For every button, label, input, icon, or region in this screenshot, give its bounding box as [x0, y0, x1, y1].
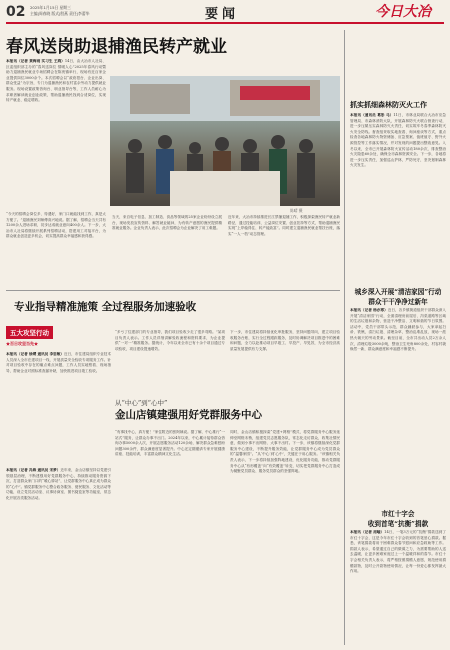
campaign-tag-subtitle: ★百日攻坚当先★: [6, 341, 38, 346]
story3-headline: 金山店镇建强用好党群服务中心: [115, 409, 262, 421]
right-story3-headline: 市红十字会 收到首笔“抗衡”捐款: [367, 510, 429, 528]
story1-byline: 本报讯（记者 黄梅雨 实习生 王鸿）: [6, 59, 65, 63]
date-line: 2025年1月15日 星期三: [30, 5, 71, 10]
story1-col4: 近年来，大冶市持续推进长江禁捕退捕工作，积极探索渔民转产就业新路径，通过技能培训、公益岗位安置、创业扶持等方式，帮助退捕渔民实现“上岸稳得住、转产能致富”。同时建立退捕渔民就业帮扶台账，落实“一人一档”动态管理。: [228, 215, 340, 236]
story2-headline: 专业指导精准施策 全过程服务加速验收: [14, 301, 197, 313]
story1-headline: 春风送岗助退捕渔民转产就业: [6, 37, 227, 57]
section-title: 要闻: [205, 7, 240, 22]
story2-col1: 本报讯（记者 徐璞 通讯员 李思敏）近日，市住建局组织专业技术人员深入全市在建项目一线，开展质量安全验收专项服务工作。针对项目验收中存在的痛点难点问题，工作人员实地察看、现场指导，帮助企业对照标准查漏补缺，加快推进项目竣工验收。: [6, 352, 111, 373]
story2-col2: “多亏了住建部门的专业指导，我们项目验收少走了很多弯路。”某项目负责人表示。工作人员详细讲解验收流程和资料要求，为企业提供“一对一”精准服务。据统计，今年以来全市已有十余个项目通过专项验收，项目建设提速增效。: [115, 330, 225, 351]
story3-kicker: 从“中心”到“心中”: [115, 399, 168, 407]
newspaper-logo: 今日大冶: [375, 4, 431, 20]
news-photo: [110, 76, 340, 206]
story2-byline: 本报讯（记者 徐璞 通讯员 李思敏）: [6, 352, 65, 356]
story3-col2: “有事找中心，真方便！”家住附近的张阿姨说。据了解，中心推行“一站式”服务，让群众办事不出门。2024年以来，中心累计接待群众咨询办事5000余人次，开展志愿服务活动120余场，解决群众急难愁盼问题300余件，群众满意度显著提升。中心还定期邀请专家开展健康讲座、技能培训，丰富群众精神文化生活。: [115, 430, 225, 457]
story2-col3: 下一步，市住建局将持续优化审批服务，坚持问题导向，建立项目验收服务台账，实行全过程跟踪服务，及时协调解决项目推进中的困难和问题，全力以赴推动项目早竣工、早投产、早见效，为全市经济高质量发展提供有力支撑。: [230, 330, 340, 351]
column-divider: [344, 30, 345, 645]
photo-caption: 陈晴 摄: [290, 208, 303, 213]
story3-byline: 本报讯（记者 冯姝 通讯员 宋梦）: [6, 468, 61, 472]
story3-col1: 本报讯（记者 冯姝 通讯员 宋梦）近年来，金山店镇坚持以党建引领基层治理，不断建强用好党群服务中心，持续推动服务资源下沉，打造群众家门口的“暖心驿站”，让党群服务中心真正成为群众的“心中”。镇党群服务中心整合政务服务、便民服务、文化活动等功能，设立党员活动室、议事协商室、图书阅览室等功能室，常态化开展各类服务活动。: [6, 468, 111, 500]
masthead-rule: [6, 22, 444, 24]
editor-line: 主编|周春晓 版式|殷燕 责任|李蕾华: [30, 11, 90, 16]
right-story3-body: 本报讯（记者 周喻）14日，一笔3万元的“抗衡”捐款送到了市红十字会，这是今年市红十字会收到的首笔爱心捐款。据悉，该笔捐款将用于困难群众春节慰问和应急救助等工作。捐款人表示，希望通过自己的微薄之力，为需要帮助的人送去温暖，让更多困难家庭过上一个温暖祥和的春节。市红十字会相关负责人表示，将严格按照捐赠人意愿，规范使用捐赠款物，及时公开款物使用情况，让每一份爱心都发挥最大作用。: [350, 530, 446, 574]
story2-top-rule: [6, 290, 340, 291]
right-story2-headline: 城乡深入开展“清洁家园”行动 群众干干净净过新年: [354, 288, 442, 306]
story3-col3: 同时，金山店镇积极探索“党建+网格”模式，将党群服务中心服务延伸至网格末梢，组建党员志愿服务队，常态化走访群众，收集社情民意，做到小事不出网格、大事不出村。下一步，该镇将继续深化党群服务中心建设，不断提升服务效能，让党群服务中心成为党员群众的“温馨家园”。“从‘中心’到‘心中’，关键在于用心服务。”该镇相关负责人表示，下一步将持续加强阵地建设，优化服务功能，推动党群服务中心从“有形覆盖”向“有效覆盖”转变，切实把党群服务中心打造成为凝聚党员群众、服务党员群众的坚强阵地。: [230, 430, 340, 474]
right-story1-headline: 抓实抓细森林防灭火工作: [350, 100, 427, 109]
story1-col3: 当天，来自电子信息、加工制造、食品等领域的25家企业纷纷设立展台，现场发放宣传资料、解答就业疑问，为有转产意愿的渔民提供精准就业服务。企业负责人表示，此次招聘会为企业解决了用工难题。: [112, 215, 222, 231]
campaign-tag: [6, 320, 86, 350]
right-story2-body: 本报讯（记者 杨亦寒）近日，各乡镇街道组织干部群众深入开展“清洁家园”行动，全面清理房前屋后、沟渠道路等区域的生活垃圾和杂物，营造干净整洁、文明和谐的节日氛围。活动中，党员干部带头示范，群众踊跃参与，大家拿起扫帚、铁锹，清扫垃圾、清理杂草，整治乱堆乱放，现场一派热火朝天的劳动景象。截至目前，全市共出动人员2万余人次，清理垃圾3000余吨，整治卫生死角800余处，村容村貌焕然一新，群众满意度和幸福感不断提升。: [350, 308, 446, 352]
page-number: 02: [6, 4, 26, 20]
crowd-photo-illustration: [110, 76, 340, 206]
masthead: [0, 0, 450, 22]
right-story1-body: 本报讯（通讯员 葛彤 马）11日，市林业局联合大冶市应急管理局、市森林消防大队，开展森林防灭火联合督查行动，进一步压紧压实森林防灭火责任，切实筑牢冬春季森林防灭火安全防线。督查组采取实地查看、询问座谈等方式，重点检查各地森林防火物资储备、应急预案、值班值守、野外火源管控等工作落实情况，并对发现的问题提出整改意见。入冬以来，全市已开展森林防火宣传活动180余次，排查整治火灾隐患60余处，确保全市森林资源安全。下一步，各地将进一步压实责任，加强巡山护林，严防死守，坚决遏制森林火灾发生。: [350, 113, 446, 168]
story1-col2: “今天的招聘会岗位多、待遇好，家门口就能找到工作，真是太方便了。”退捕渔民刘师傅高兴地说。据了解，招聘会当天共有1200余人进场求职，初步达成就业意向400余人。下一步，大冶市人社局将继续开展系列招聘活动，搭建用工对接平台，为群众就业创造更多机会，切实提高群众幸福感和获得感。: [6, 212, 106, 239]
story1-col1: 本报讯（记者 黄梅雨 实习生 王鸿）14日，由大冶市人社局、区委组织部主办的“春风送岗位 情暖人心”2025年春风行动暨助力退捕渔民就业专场招聘会在陈贵镇举行，现场有近百家企业提供岗位3000余个。本次招聘会以“政府搭台、企业出岗、群众受益”为宗旨，专门为退捕渔民和农村富余劳动力提供就业服务。现场设置政策咨询台、职业指导台等，工作人员耐心为求职者解读就业创业政策，帮助退捕渔民找到合适岗位，实现转产就业、稳定增收。: [6, 59, 106, 103]
campaign-tag-title: 五大攻坚行动: [6, 326, 53, 339]
